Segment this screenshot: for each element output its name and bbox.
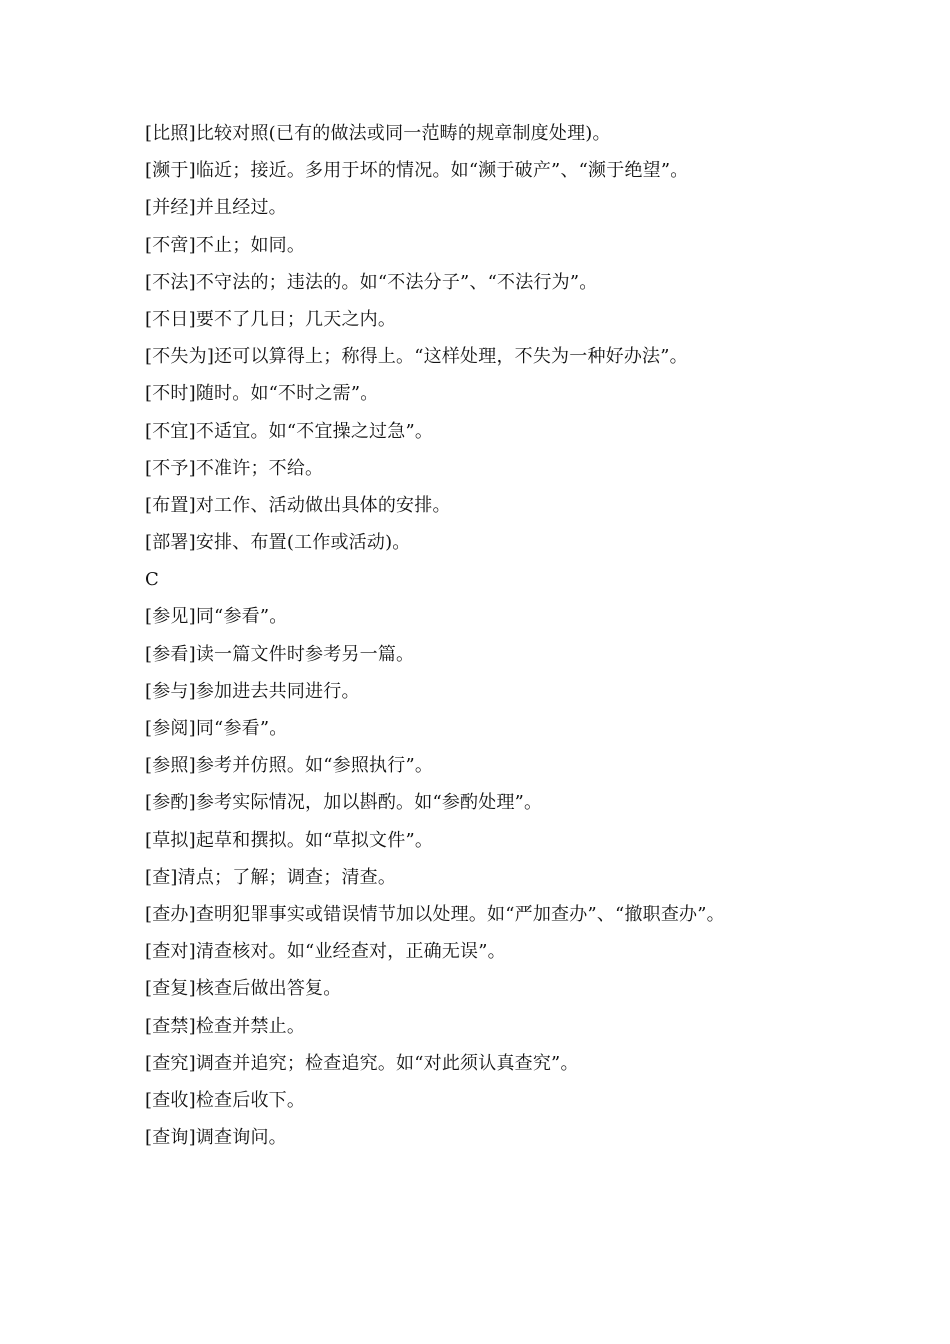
glossary-entry: [不法]不守法的；违法的。如“不法分子”、“不法行为”。: [145, 271, 598, 293]
glossary-entry: [部署]安排、布置(工作或活动)。: [145, 532, 411, 554]
glossary-entry: [查]清点；了解；调查；清查。: [145, 866, 397, 888]
glossary-entry: [比照]比较对照(已有的做法或同一范畴的规章制度处理)。: [145, 123, 611, 144]
glossary-entry: [查询]调查询问。: [145, 1127, 287, 1149]
glossary-entry: [参看]读一篇文件时参考另一篇。: [145, 643, 415, 665]
glossary-entry: [不日]要不了几日；几天之内。: [145, 308, 397, 330]
glossary-entry: [查复]核查后做出答复。: [145, 978, 342, 1000]
glossary-entry: [不时]随时。如“不时之需”。: [145, 383, 379, 405]
glossary-entry: [不失为]还可以算得上；称得上。“这样处理，不失为一种好办法”。: [145, 346, 688, 368]
glossary-entry: [查对]清查核对。如“业经查对，正确无误”。: [145, 941, 506, 963]
glossary-entry: [布置]对工作、活动做出具体的安排。: [145, 494, 451, 516]
glossary-entry: [参酌]参考实际情况，加以斟酌。如“参酌处理”。: [145, 792, 543, 814]
section-letter-heading: C: [145, 569, 159, 591]
glossary-content: [145, 115, 925, 1156]
glossary-entry: [参照]参考并仿照。如“参照执行”。: [145, 755, 434, 777]
glossary-entry: [查办]查明犯罪事实或错误情节加以处理。如“严加查办”、“撤职查办”。: [145, 903, 725, 925]
glossary-entry: [不宜]不适宜。如“不宜操之过急”。: [145, 420, 434, 442]
glossary-entry: [参见]同“参看”。: [145, 606, 288, 628]
glossary-entry: [查收]检查后收下。: [145, 1089, 306, 1111]
glossary-entry: [濒于]临近；接近。多用于坏的情况。如“濒于破产”、“濒于绝望”。: [145, 160, 689, 182]
glossary-entry: [查究]调查并追究；检查追究。如“对此须认真查究”。: [145, 1052, 579, 1074]
glossary-entry: [查禁]检查并禁止。: [145, 1015, 306, 1037]
glossary-entry: [并经]并且经过。: [145, 197, 287, 219]
glossary-entry: [不予]不准许；不给。: [145, 457, 324, 479]
glossary-entry: [参阅]同“参看”。: [145, 718, 288, 739]
glossary-entry: [草拟]起草和撰拟。如“草拟文件”。: [145, 829, 434, 851]
glossary-entry: [参与]参加进去共同进行。: [145, 680, 360, 702]
glossary-entry: [不啻]不止；如同。: [145, 234, 306, 256]
